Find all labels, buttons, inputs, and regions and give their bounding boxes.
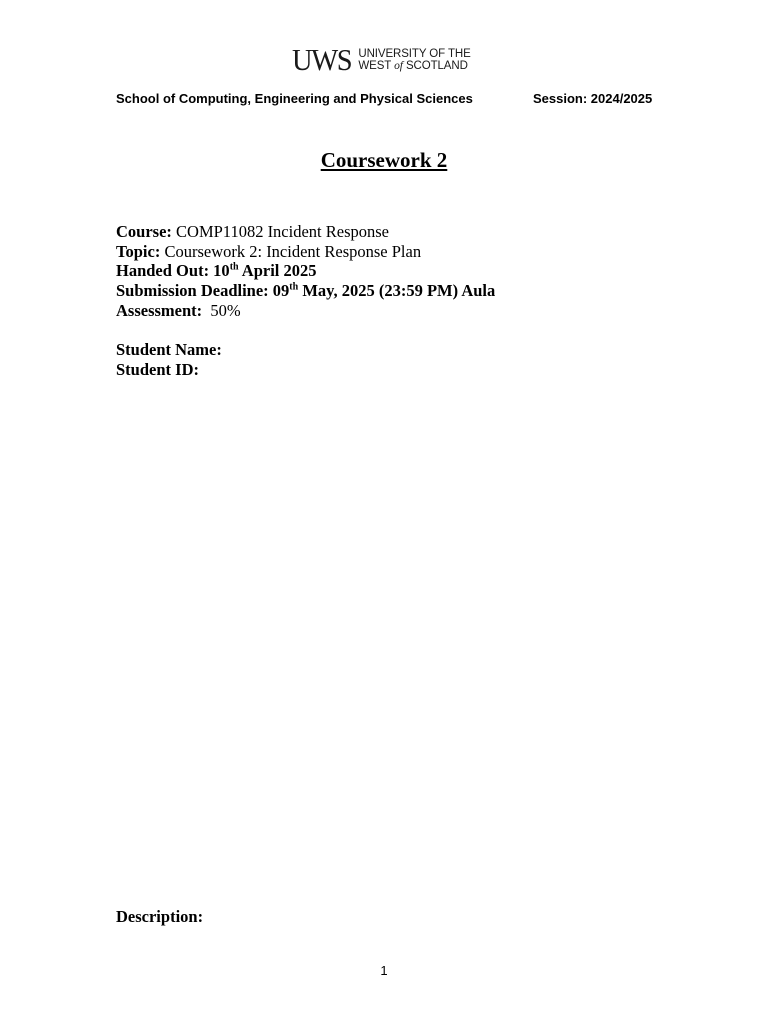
school-name: School of Computing, Engineering and Physical Sciences [116, 91, 473, 106]
student-name-row [116, 340, 495, 360]
university-logo [292, 44, 471, 76]
student-id-label: Student ID: [116, 359, 199, 379]
assessment-row [116, 301, 495, 321]
deadline-row [116, 281, 495, 301]
logo-line-2-b: SCOTLAND [402, 60, 468, 72]
deadline-rest: May, 2025 (23:59 PM) Aula [298, 281, 496, 301]
logo-mark: UWS [292, 42, 352, 77]
logo-line-1: UNIVERSITY OF THE [358, 48, 471, 60]
page-number: 1 [380, 963, 388, 978]
student-name-label: Student Name: [116, 340, 222, 360]
course-row [116, 222, 495, 242]
course-value: COMP11082 Incident Response [171, 222, 389, 241]
page-title: Coursework 2 [320, 148, 448, 172]
logo-line-2-a: WEST [358, 60, 395, 72]
logo-wordmark [358, 48, 470, 72]
student-id-row [116, 360, 495, 380]
handed-out-row [116, 261, 495, 281]
handed-out-ordinal: th [229, 261, 239, 273]
session-label: Session: 2024/2025 [533, 91, 653, 106]
description-heading: Description: [116, 907, 204, 926]
deadline-label: Submission Deadline: 09 [116, 281, 290, 301]
topic-row [116, 242, 495, 262]
spacer [116, 321, 495, 341]
coursework-details [116, 222, 495, 380]
deadline-ordinal: th [289, 281, 299, 293]
logo-line-2-of: of [394, 60, 403, 72]
handed-out-label: Handed Out: 10 [116, 261, 230, 281]
topic-value: Coursework 2: Incident Response Plan [160, 241, 422, 261]
assessment-value: 50% [202, 300, 241, 320]
course-label: Course: [116, 222, 172, 241]
assessment-label: Assessment: [116, 300, 203, 320]
logo-line-2 [358, 60, 470, 72]
topic-label: Topic: [116, 241, 161, 261]
handed-out-rest: April 2025 [238, 261, 317, 281]
